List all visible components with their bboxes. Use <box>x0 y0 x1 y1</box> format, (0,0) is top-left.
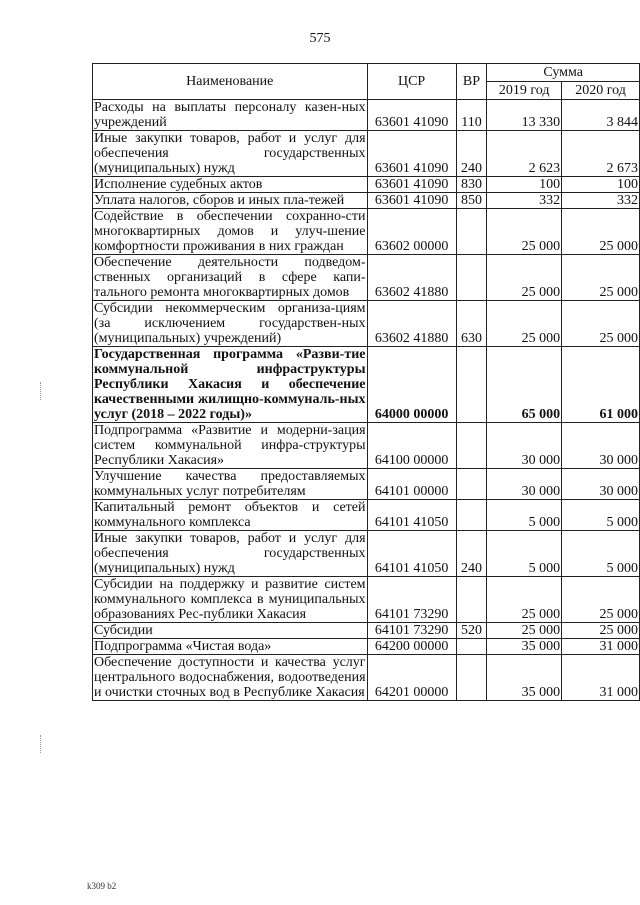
table-row <box>93 623 640 639</box>
row-name-cell: Улучшение качества предоставляемых коммунальных услуг потребителям <box>94 469 366 499</box>
row-csr-cell: 64101 41050 <box>367 500 456 531</box>
row-csr-cell: 63602 41880 <box>367 255 456 301</box>
row-2019-amount: 30 000 <box>487 469 562 500</box>
row-name-cell: Подпрограмма «Развитие и модерни-зация систем коммунальной инфра-структуры Республики Хакасия» <box>94 423 366 468</box>
row-csr-cell: 64101 73290 <box>367 623 456 639</box>
footer-code: k309 b2 <box>87 881 117 891</box>
row-2019-amount: 25 000 <box>487 209 562 255</box>
row-vr-cell <box>456 639 487 655</box>
row-csr-cell: 63601 41090 <box>367 193 456 209</box>
table-row <box>93 639 640 655</box>
row-csr-cell: 64200 00000 <box>367 639 456 655</box>
row-2019-amount: 25 000 <box>487 623 562 639</box>
row-csr-cell: 63602 41880 <box>367 301 456 347</box>
row-vr-cell: 240 <box>456 531 487 577</box>
row-name-cell: Субсидии некоммерческим организа-циям (за исключением государствен-ных (муниципальных) учреждений) <box>94 301 366 346</box>
row-name-cell: Обеспечение деятельности подведом-ственных организаций в сфере капи-тального ремонта многоквартирных домов <box>94 255 366 300</box>
header-year-2020: 2020 год <box>562 82 640 100</box>
row-vr-cell <box>456 577 487 623</box>
header-name: Наименование <box>93 64 368 100</box>
row-vr-cell: 240 <box>456 131 487 177</box>
row-csr-cell: 64201 00000 <box>367 655 456 701</box>
row-2020-amount: 25 000 <box>562 301 640 347</box>
table-row <box>93 301 640 347</box>
row-2019-amount: 2 623 <box>487 131 562 177</box>
page-number: 575 <box>309 31 331 46</box>
row-vr-cell: 110 <box>456 100 487 131</box>
table-row <box>93 469 640 500</box>
row-2020-amount: 332 <box>562 193 640 209</box>
header-year-2019: 2019 год <box>487 82 562 100</box>
row-2019-amount: 30 000 <box>487 423 562 469</box>
row-vr-cell <box>456 469 487 500</box>
row-name-cell: Подпрограмма «Чистая вода» <box>93 639 368 655</box>
table-row <box>93 193 640 209</box>
row-vr-cell: 520 <box>456 623 487 639</box>
row-name-cell: Субсидии <box>93 623 368 639</box>
row-name-cell: Расходы на выплаты персоналу казен-ных учреждений <box>94 100 366 130</box>
row-2019-amount: 332 <box>487 193 562 209</box>
row-name-cell: Субсидии на поддержку и развитие систем коммунального комплекса в муниципальных образованиях Рес-публики Хакасия <box>94 577 366 622</box>
table-row <box>93 255 640 301</box>
budget-table <box>92 63 640 701</box>
row-csr-cell: 63602 00000 <box>367 209 456 255</box>
row-csr-cell: 63601 41090 <box>367 100 456 131</box>
table-row <box>93 131 640 177</box>
row-2019-amount: 13 330 <box>487 100 562 131</box>
row-2020-amount: 100 <box>562 177 640 193</box>
header-csr: ЦСР <box>367 64 456 100</box>
row-2019-amount: 5 000 <box>487 531 562 577</box>
row-2020-amount: 25 000 <box>562 209 640 255</box>
header-sum: Сумма <box>487 64 640 82</box>
row-2019-amount: 25 000 <box>487 255 562 301</box>
row-vr-cell <box>456 655 487 701</box>
row-2019-amount: 35 000 <box>487 639 562 655</box>
row-2020-amount: 25 000 <box>562 577 640 623</box>
row-2020-amount: 25 000 <box>562 255 640 301</box>
row-vr-cell <box>456 255 487 301</box>
row-2019-amount: 65 000 <box>487 347 562 423</box>
row-vr-cell <box>456 209 487 255</box>
row-2020-amount: 5 000 <box>562 500 640 531</box>
row-vr-cell <box>456 423 487 469</box>
row-2020-amount: 5 000 <box>562 531 640 577</box>
row-name-cell: Иные закупки товаров, работ и услуг для обеспечения государственных (муниципальных) нужд <box>94 531 366 576</box>
row-2020-amount: 31 000 <box>562 639 640 655</box>
row-csr-cell: 64101 73290 <box>367 577 456 623</box>
row-2019-amount: 25 000 <box>487 577 562 623</box>
table-body <box>93 100 640 701</box>
row-name-cell: Иные закупки товаров, работ и услуг для обеспечения государственных (муниципальных) нужд <box>94 131 366 176</box>
row-2020-amount: 30 000 <box>562 423 640 469</box>
row-2019-amount: 25 000 <box>487 301 562 347</box>
table-row <box>93 423 640 469</box>
row-2019-amount: 5 000 <box>487 500 562 531</box>
row-csr-cell: 64000 00000 <box>367 347 456 423</box>
header-vr: ВР <box>456 64 487 100</box>
table-row <box>93 500 640 531</box>
row-csr-cell: 64100 00000 <box>367 423 456 469</box>
margin-dotted-mark-top <box>40 382 42 400</box>
row-csr-cell: 64101 41050 <box>367 531 456 577</box>
table-row <box>93 177 640 193</box>
table-row <box>93 577 640 623</box>
row-csr-cell: 63601 41090 <box>367 177 456 193</box>
margin-dotted-mark-bottom <box>40 735 42 753</box>
row-vr-cell: 830 <box>456 177 487 193</box>
table-row <box>93 655 640 701</box>
row-vr-cell: 850 <box>456 193 487 209</box>
table-row <box>93 209 640 255</box>
row-name-cell: Исполнение судебных актов <box>93 177 368 193</box>
row-csr-cell: 64101 00000 <box>367 469 456 500</box>
table-row <box>93 100 640 131</box>
row-csr-cell: 63601 41090 <box>367 131 456 177</box>
row-2020-amount: 30 000 <box>562 469 640 500</box>
row-2020-amount: 2 673 <box>562 131 640 177</box>
row-2020-amount: 31 000 <box>562 655 640 701</box>
table-row <box>93 347 640 423</box>
row-name-cell: Содействие в обеспечении сохранно-сти многоквартирных домов и улуч-шение комфортности проживания в них граждан <box>94 209 366 254</box>
row-name-cell: Государственная программа «Разви-тие коммунальной инфраструктуры Республики Хакасия и обеспечение качественными жилищно-коммуналь-ных услуг (2018 – 2022 годы)» <box>94 347 366 422</box>
row-vr-cell <box>456 347 487 423</box>
row-2020-amount: 25 000 <box>562 623 640 639</box>
row-name-cell: Уплата налогов, сборов и иных пла-тежей <box>93 193 368 209</box>
table-header <box>93 64 640 100</box>
row-vr-cell: 630 <box>456 301 487 347</box>
row-name-cell: Капитальный ремонт объектов и сетей коммунального комплекса <box>94 500 366 530</box>
row-2020-amount: 61 000 <box>562 347 640 423</box>
table-row <box>93 531 640 577</box>
row-2020-amount: 3 844 <box>562 100 640 131</box>
row-name-cell: Обеспечение доступности и качества услуг центрального водоснабжения, водоотведения и очистки сточных вод в Республике Хакасия <box>94 655 366 700</box>
row-2019-amount: 100 <box>487 177 562 193</box>
row-vr-cell <box>456 500 487 531</box>
row-2019-amount: 35 000 <box>487 655 562 701</box>
